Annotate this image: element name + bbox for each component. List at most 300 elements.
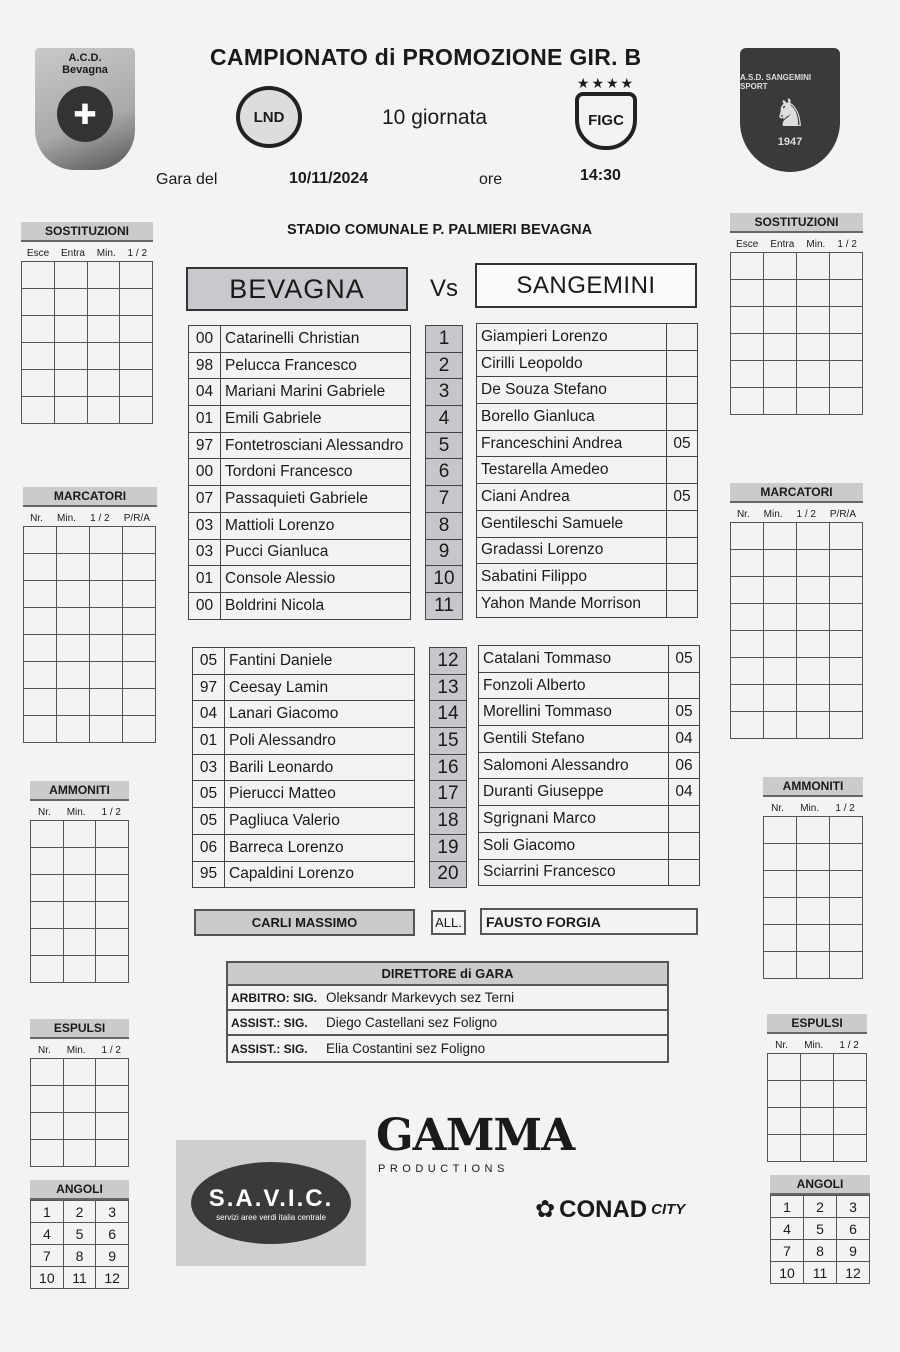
grid-cell bbox=[57, 554, 90, 581]
player-name: Emili Gabriele bbox=[221, 406, 411, 433]
grid-row bbox=[731, 550, 863, 577]
player-number: 00 bbox=[189, 592, 221, 619]
col-half: 1 / 2 bbox=[796, 509, 816, 520]
scorers-grid bbox=[730, 522, 863, 739]
grid-cell bbox=[830, 631, 863, 658]
table-row bbox=[479, 806, 700, 833]
grid-cell bbox=[24, 716, 57, 743]
jersey-number: 18 bbox=[430, 808, 467, 835]
stars-icon: ★★★★ bbox=[576, 74, 636, 91]
table-row bbox=[426, 592, 463, 619]
grid-cell bbox=[768, 1108, 801, 1135]
col-min: Min. bbox=[66, 807, 86, 818]
grid-cell bbox=[24, 554, 57, 581]
grid-cell bbox=[96, 956, 129, 983]
acd-logo-line2: Bevagna bbox=[62, 64, 108, 76]
grid-row bbox=[31, 1267, 129, 1289]
substitutions-label: SOSTITUZIONI bbox=[730, 213, 863, 233]
grid-row bbox=[31, 1140, 129, 1167]
bookings-label: AMMONITI bbox=[763, 777, 863, 797]
grid-cell bbox=[830, 604, 863, 631]
player-name: Salomoni Alessandro bbox=[479, 752, 669, 779]
grid-cell bbox=[731, 550, 764, 577]
grid-cell bbox=[123, 527, 156, 554]
table-row bbox=[479, 699, 700, 726]
grid-row bbox=[731, 685, 863, 712]
grid-row bbox=[31, 1113, 129, 1140]
grid-row bbox=[24, 635, 156, 662]
jersey-number: 2 bbox=[426, 352, 463, 379]
grid-cell bbox=[764, 577, 797, 604]
grid-row bbox=[31, 1059, 129, 1086]
table-row bbox=[193, 728, 415, 755]
grid-cell bbox=[31, 1140, 64, 1167]
championship-title: CAMPIONATO di PROMOZIONE GIR. B bbox=[210, 44, 642, 70]
corners-label: ANGOLI bbox=[30, 1180, 129, 1200]
coach-label: ALL. bbox=[431, 910, 466, 935]
grid-row bbox=[731, 307, 863, 334]
expulsions-grid bbox=[767, 1053, 867, 1162]
referee-name: Oleksandr Markevych sez Terni bbox=[326, 990, 515, 1005]
grid-cell bbox=[731, 604, 764, 631]
grid-row bbox=[768, 1081, 867, 1108]
grid-row bbox=[731, 712, 863, 739]
grid-row bbox=[24, 716, 156, 743]
jersey-number: 3 bbox=[426, 379, 463, 406]
grid-cell bbox=[830, 952, 863, 979]
grid-cell bbox=[57, 662, 90, 689]
grid-row bbox=[31, 1086, 129, 1113]
grid-row bbox=[731, 631, 863, 658]
corner-number: 6 bbox=[96, 1223, 129, 1245]
col-min: Min. bbox=[57, 513, 76, 524]
table-row bbox=[189, 352, 411, 379]
grid-cell bbox=[31, 1059, 64, 1086]
grid-cell bbox=[830, 361, 863, 388]
grid-cell bbox=[87, 262, 120, 289]
grid-cell bbox=[63, 875, 96, 902]
expulsions-label: ESPULSI bbox=[30, 1019, 129, 1039]
grid-cell bbox=[797, 550, 830, 577]
left-corners-box bbox=[30, 1180, 129, 1289]
grid-row bbox=[22, 316, 153, 343]
away-starters-table bbox=[476, 323, 698, 618]
grid-row bbox=[731, 280, 863, 307]
table-row bbox=[426, 486, 463, 513]
player-name: Mattioli Lorenzo bbox=[221, 512, 411, 539]
substitutions-header bbox=[21, 248, 153, 259]
table-row bbox=[430, 674, 467, 701]
grid-cell bbox=[54, 370, 87, 397]
table-row bbox=[189, 406, 411, 433]
grid-cell bbox=[120, 262, 153, 289]
grid-cell bbox=[797, 817, 830, 844]
col-min: Min. bbox=[96, 248, 116, 259]
grid-row bbox=[768, 1054, 867, 1081]
grid-cell bbox=[90, 527, 123, 554]
col-min: Min. bbox=[804, 1040, 824, 1051]
lnd-logo bbox=[236, 86, 302, 148]
bookings-grid bbox=[763, 816, 863, 979]
table-row bbox=[189, 512, 411, 539]
player-number bbox=[667, 350, 698, 377]
right-scorers-box bbox=[730, 483, 863, 739]
grid-cell bbox=[764, 631, 797, 658]
table-row bbox=[426, 566, 463, 593]
player-name: Pelucca Francesco bbox=[221, 352, 411, 379]
player-number bbox=[667, 510, 698, 537]
player-number: 03 bbox=[189, 512, 221, 539]
grid-cell bbox=[830, 712, 863, 739]
table-row bbox=[477, 324, 698, 351]
grid-cell bbox=[834, 1108, 867, 1135]
table-row bbox=[430, 728, 467, 755]
corner-number: 1 bbox=[771, 1196, 804, 1218]
table-row bbox=[189, 459, 411, 486]
col-min: Min. bbox=[800, 803, 820, 814]
corner-number: 5 bbox=[63, 1223, 96, 1245]
player-name: Tordoni Francesco bbox=[221, 459, 411, 486]
col-nr: Nr. bbox=[30, 513, 43, 524]
player-number: 95 bbox=[193, 861, 225, 888]
grid-cell bbox=[764, 898, 797, 925]
grid-cell bbox=[63, 902, 96, 929]
table-row bbox=[426, 539, 463, 566]
grid-cell bbox=[63, 848, 96, 875]
grid-cell bbox=[830, 550, 863, 577]
grid-cell bbox=[31, 821, 64, 848]
grid-cell bbox=[830, 925, 863, 952]
player-name: Barili Leonardo bbox=[225, 754, 415, 781]
grid-row bbox=[731, 388, 863, 415]
player-number bbox=[667, 457, 698, 484]
player-number: 05 bbox=[667, 430, 698, 457]
player-number: 01 bbox=[193, 728, 225, 755]
conad-city-logo bbox=[535, 1195, 685, 1224]
player-name: Duranti Giuseppe bbox=[479, 779, 669, 806]
grid-cell bbox=[24, 608, 57, 635]
player-name: Gentili Stefano bbox=[479, 726, 669, 753]
grid-row bbox=[24, 608, 156, 635]
away-team-name: SANGEMINI bbox=[475, 263, 697, 308]
grid-cell bbox=[830, 388, 863, 415]
grid-cell bbox=[57, 716, 90, 743]
table-row bbox=[193, 808, 415, 835]
grid-cell bbox=[797, 307, 830, 334]
bookings-header bbox=[763, 803, 863, 814]
grid-cell bbox=[22, 343, 55, 370]
grid-cell bbox=[830, 658, 863, 685]
assistant-row bbox=[228, 1036, 667, 1061]
table-row bbox=[426, 512, 463, 539]
player-name: Fantini Daniele bbox=[225, 648, 415, 675]
grid-cell bbox=[764, 817, 797, 844]
player-name: Cirilli Leopoldo bbox=[477, 350, 667, 377]
player-name: Pagliuca Valerio bbox=[225, 808, 415, 835]
table-row bbox=[430, 808, 467, 835]
match-time: 14:30 bbox=[580, 167, 621, 184]
grid-cell bbox=[830, 577, 863, 604]
grid-cell bbox=[797, 685, 830, 712]
grid-row bbox=[771, 1196, 870, 1218]
grid-cell bbox=[801, 1108, 834, 1135]
substitutions-grid bbox=[21, 261, 153, 424]
grid-cell bbox=[57, 689, 90, 716]
grid-cell bbox=[96, 875, 129, 902]
grid-cell bbox=[24, 635, 57, 662]
jersey-numbers-subs bbox=[429, 647, 467, 888]
grid-cell bbox=[797, 523, 830, 550]
player-number: 97 bbox=[193, 674, 225, 701]
figc-shield bbox=[575, 92, 637, 150]
grid-row bbox=[731, 604, 863, 631]
grid-cell bbox=[54, 289, 87, 316]
grid-cell bbox=[731, 658, 764, 685]
table-row bbox=[193, 781, 415, 808]
grid-cell bbox=[764, 685, 797, 712]
grid-cell bbox=[764, 925, 797, 952]
player-name: Mariani Marini Gabriele bbox=[221, 379, 411, 406]
player-name: Pucci Gianluca bbox=[221, 539, 411, 566]
table-row bbox=[189, 486, 411, 513]
grid-row bbox=[731, 523, 863, 550]
match-date-label: Gara del bbox=[156, 171, 218, 188]
col-min: Min. bbox=[763, 509, 783, 520]
grid-row bbox=[731, 334, 863, 361]
referees-title: DIRETTORE di GARA bbox=[228, 963, 667, 986]
grid-cell bbox=[96, 902, 129, 929]
conad-city-text: CITY bbox=[651, 1201, 686, 1218]
assistant-role: ASSIST.: SIG. bbox=[231, 1041, 308, 1056]
round-label: 10 giornata bbox=[382, 106, 488, 129]
table-row bbox=[477, 377, 698, 404]
grid-cell bbox=[731, 388, 764, 415]
grid-cell bbox=[731, 307, 764, 334]
jersey-number: 14 bbox=[430, 701, 467, 728]
player-number bbox=[669, 832, 700, 859]
cross-shield-icon: ✚ bbox=[57, 86, 113, 142]
table-row bbox=[426, 379, 463, 406]
col-pra: P/R/A bbox=[829, 509, 856, 520]
table-row bbox=[479, 752, 700, 779]
grid-cell bbox=[57, 608, 90, 635]
asd-sangemini-logo bbox=[740, 48, 840, 172]
table-row bbox=[189, 539, 411, 566]
player-name: Ceesay Lamin bbox=[225, 674, 415, 701]
match-time-label: ore bbox=[479, 171, 503, 188]
player-number bbox=[667, 404, 698, 431]
grid-cell bbox=[63, 1059, 96, 1086]
conad-text: CONAD bbox=[559, 1195, 648, 1223]
table-row bbox=[430, 648, 467, 675]
grid-cell bbox=[87, 397, 120, 424]
grid-cell bbox=[90, 689, 123, 716]
corner-number: 2 bbox=[804, 1196, 837, 1218]
grid-cell bbox=[764, 523, 797, 550]
gamma-logo: GAMMA bbox=[376, 1110, 575, 1161]
grid-cell bbox=[797, 898, 830, 925]
player-name: Sgrignani Marco bbox=[479, 806, 669, 833]
player-number: 01 bbox=[189, 566, 221, 593]
savic-ellipse bbox=[191, 1162, 351, 1244]
jersey-number: 1 bbox=[426, 326, 463, 353]
col-min: Min. bbox=[806, 239, 826, 250]
table-row bbox=[430, 701, 467, 728]
acd-bevagna-logo bbox=[35, 48, 135, 170]
player-number bbox=[667, 324, 698, 351]
grid-cell bbox=[87, 370, 120, 397]
player-name: Soli Giacomo bbox=[479, 832, 669, 859]
corner-number: 3 bbox=[96, 1201, 129, 1223]
col-half: 1 / 2 bbox=[101, 807, 121, 818]
corner-number: 11 bbox=[63, 1267, 96, 1289]
grid-row bbox=[22, 370, 153, 397]
col-esce: Esce bbox=[26, 248, 50, 259]
table-row bbox=[193, 648, 415, 675]
player-number: 04 bbox=[189, 379, 221, 406]
player-number bbox=[667, 590, 698, 617]
gamma-productions: PRODUCTIONS bbox=[378, 1163, 509, 1175]
table-row bbox=[426, 352, 463, 379]
referee-row bbox=[228, 986, 667, 1011]
home-starters-table bbox=[188, 325, 411, 620]
player-name: Boldrini Nicola bbox=[221, 592, 411, 619]
col-min: Min. bbox=[66, 1045, 86, 1056]
grid-cell bbox=[797, 577, 830, 604]
grid-cell bbox=[830, 523, 863, 550]
grid-cell bbox=[57, 527, 90, 554]
player-name: Barreca Lorenzo bbox=[225, 834, 415, 861]
grid-row bbox=[22, 397, 153, 424]
table-row bbox=[479, 726, 700, 753]
player-number: 04 bbox=[669, 726, 700, 753]
corners-grid bbox=[30, 1200, 129, 1289]
player-name: Poli Alessandro bbox=[225, 728, 415, 755]
bookings-label: AMMONITI bbox=[30, 781, 129, 801]
player-name: Sabatini Filippo bbox=[477, 564, 667, 591]
grid-row bbox=[771, 1262, 870, 1284]
player-name: Gentileschi Samuele bbox=[477, 510, 667, 537]
jersey-number: 5 bbox=[426, 432, 463, 459]
savic-subtitle: servizi aree verdi italia centrale bbox=[216, 1212, 326, 1222]
table-row bbox=[189, 326, 411, 353]
grid-cell bbox=[90, 716, 123, 743]
col-entra: Entra bbox=[770, 239, 795, 250]
grid-cell bbox=[797, 952, 830, 979]
grid-cell bbox=[764, 307, 797, 334]
grid-cell bbox=[797, 871, 830, 898]
corner-number: 5 bbox=[804, 1218, 837, 1240]
grid-cell bbox=[96, 1113, 129, 1140]
grid-cell bbox=[731, 712, 764, 739]
grid-cell bbox=[120, 289, 153, 316]
grid-cell bbox=[797, 253, 830, 280]
grid-cell bbox=[22, 397, 55, 424]
grid-cell bbox=[797, 658, 830, 685]
col-entra: Entra bbox=[61, 248, 85, 259]
assistant-row bbox=[228, 1011, 667, 1036]
bookings-grid bbox=[30, 820, 129, 983]
grid-cell bbox=[22, 316, 55, 343]
grid-cell bbox=[764, 253, 797, 280]
away-coach: FAUSTO FORGIA bbox=[480, 908, 698, 935]
grid-cell bbox=[31, 1086, 64, 1113]
grid-cell bbox=[731, 685, 764, 712]
grid-cell bbox=[797, 334, 830, 361]
grid-cell bbox=[24, 581, 57, 608]
left-scorers-box bbox=[23, 487, 157, 743]
grid-row bbox=[764, 871, 863, 898]
player-number: 06 bbox=[669, 752, 700, 779]
grid-cell bbox=[90, 662, 123, 689]
jersey-numbers-starters bbox=[425, 325, 463, 620]
player-number: 98 bbox=[189, 352, 221, 379]
grid-cell bbox=[96, 929, 129, 956]
grid-cell bbox=[63, 1086, 96, 1113]
grid-cell bbox=[801, 1135, 834, 1162]
grid-row bbox=[731, 658, 863, 685]
home-subs-table bbox=[192, 647, 415, 888]
grid-cell bbox=[731, 577, 764, 604]
jersey-number: 11 bbox=[426, 592, 463, 619]
versus-label: Vs bbox=[430, 275, 459, 302]
grid-cell bbox=[731, 253, 764, 280]
grid-cell bbox=[764, 604, 797, 631]
player-name: Fonzoli Alberto bbox=[479, 672, 669, 699]
grid-cell bbox=[31, 956, 64, 983]
grid-row bbox=[31, 821, 129, 848]
table-row bbox=[193, 861, 415, 888]
player-number: 05 bbox=[193, 808, 225, 835]
grid-cell bbox=[54, 262, 87, 289]
player-name: Franceschini Andrea bbox=[477, 430, 667, 457]
player-number: 97 bbox=[189, 432, 221, 459]
grid-cell bbox=[87, 316, 120, 343]
stadium-name: STADIO COMUNALE P. PALMIERI BEVAGNA bbox=[287, 222, 593, 238]
grid-cell bbox=[797, 631, 830, 658]
player-name: Giampieri Lorenzo bbox=[477, 324, 667, 351]
table-row bbox=[430, 754, 467, 781]
player-number bbox=[667, 564, 698, 591]
table-row bbox=[193, 834, 415, 861]
grid-cell bbox=[123, 689, 156, 716]
match-date: 10/11/2024 bbox=[289, 170, 369, 187]
jersey-number: 17 bbox=[430, 781, 467, 808]
corner-number: 11 bbox=[804, 1262, 837, 1284]
table-row bbox=[430, 834, 467, 861]
grid-cell bbox=[764, 334, 797, 361]
player-name: Capaldini Lorenzo bbox=[225, 861, 415, 888]
acd-logo-line1: A.C.D. bbox=[68, 52, 102, 64]
player-name: Console Alessio bbox=[221, 566, 411, 593]
grid-cell bbox=[120, 316, 153, 343]
scorers-header bbox=[730, 509, 863, 520]
player-number: 05 bbox=[193, 781, 225, 808]
home-team-name: BEVAGNA bbox=[186, 267, 408, 311]
table-row bbox=[426, 459, 463, 486]
table-row bbox=[189, 379, 411, 406]
grid-cell bbox=[834, 1054, 867, 1081]
expulsions-grid bbox=[30, 1058, 129, 1167]
flower-icon: ✿ bbox=[535, 1196, 556, 1223]
grid-cell bbox=[830, 253, 863, 280]
home-coach: CARLI MASSIMO bbox=[194, 909, 415, 936]
table-row bbox=[426, 432, 463, 459]
corner-number: 4 bbox=[771, 1218, 804, 1240]
player-name: Lanari Giacomo bbox=[225, 701, 415, 728]
grid-cell bbox=[96, 1059, 129, 1086]
grid-cell bbox=[830, 334, 863, 361]
